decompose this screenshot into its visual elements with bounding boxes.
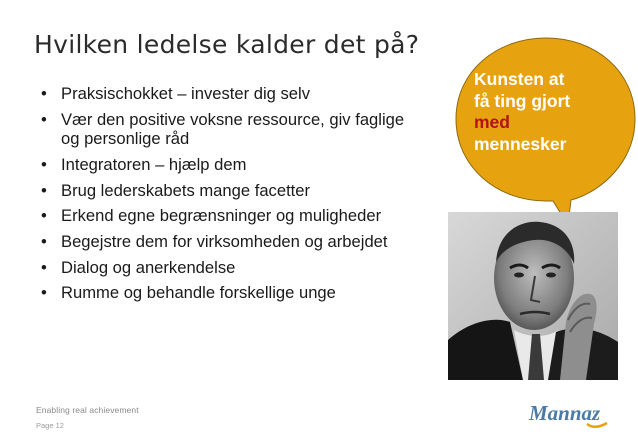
bubble-line: mennesker — [474, 133, 567, 154]
bullet-item — [40, 84, 410, 104]
bullet-text: Begejstre dem for virksomheden og arbejdet — [61, 231, 388, 251]
bullet-icon: • — [41, 257, 47, 277]
bullet-icon: • — [41, 231, 47, 251]
portrait-photo — [448, 212, 618, 380]
bubble-line: Kunsten at — [474, 69, 565, 89]
bullet-item — [40, 258, 410, 278]
bullet-text: Integratoren – hjælp dem — [61, 154, 247, 174]
bullet-icon: • — [41, 154, 47, 174]
bullet-text: Vær den positive voksne ressource, giv faglige og personlige råd — [61, 109, 405, 149]
bullet-item — [40, 206, 410, 226]
bullet-icon: • — [41, 283, 47, 303]
mannaz-logo — [527, 396, 611, 432]
bullet-text: Dialog og anerkendelse — [61, 257, 236, 277]
bullet-item — [40, 283, 410, 303]
logo-wordmark: Mannaz — [529, 401, 601, 425]
bubble-line: få ting gjort — [474, 90, 571, 111]
bullet-icon: • — [41, 109, 47, 129]
bullet-item — [40, 110, 410, 149]
page-number: Page 12 — [36, 421, 64, 430]
bullet-text: Praksischokket – invester dig selv — [61, 84, 311, 103]
bullet-icon: • — [41, 206, 47, 226]
bullet-item — [40, 181, 410, 201]
bubble-text — [474, 69, 614, 155]
footer-tagline: Enabling real achievement — [36, 405, 139, 415]
bullet-text: Erkend egne begrænsninger og muligheder — [61, 206, 382, 226]
bubble-accent-word: med — [474, 112, 510, 132]
bullet-item — [40, 232, 410, 252]
bullet-icon: • — [41, 180, 47, 200]
bullet-icon: • — [41, 84, 47, 103]
bullet-text: Brug lederskabets mange facetter — [61, 180, 311, 200]
slide-title: Hvilken ledelse kalder det på? — [34, 30, 420, 59]
bullet-list — [40, 84, 410, 309]
bullet-item — [40, 155, 410, 175]
bullet-text: Rumme og behandle forskellige unge — [61, 283, 336, 303]
